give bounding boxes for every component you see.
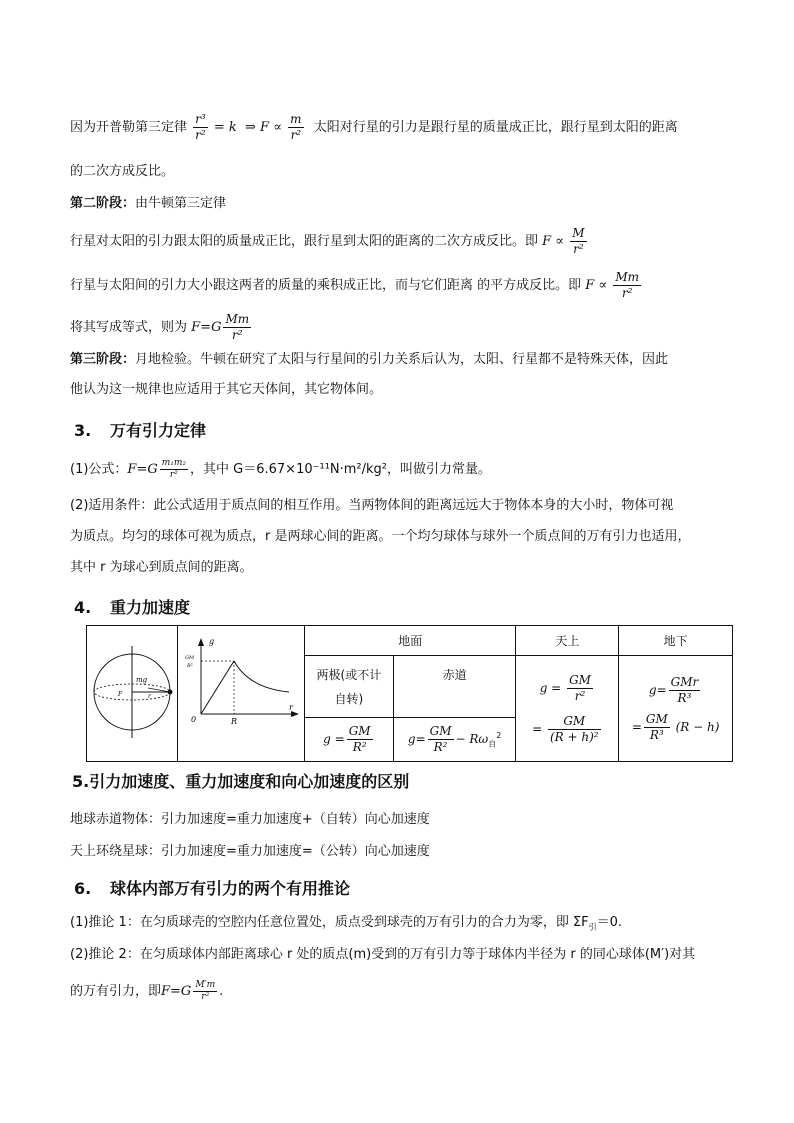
sky-fraction2: $\frac{GM}{\text{(R + h)²}}$: [549, 713, 599, 744]
kepler-eq: = k: [213, 120, 237, 135]
section3-item1-f: F=G: [127, 462, 158, 477]
section6-item1: [70, 913, 622, 938]
under-fraction: $\frac{\text{GMr}}{\text{R³}}$: [670, 674, 699, 705]
section4-title: 重力加速度: [110, 598, 191, 617]
force-fraction: $\frac{m}{\text{r²}}$: [290, 112, 302, 142]
r-label: r: [147, 693, 151, 700]
section6-item1-sub: 引: [588, 922, 597, 932]
stage2-fraction1: $\frac{M}{\text{r²}}$: [572, 226, 585, 256]
mg-label: mg: [135, 676, 148, 684]
section3-item1: [70, 458, 491, 481]
gravity-acceleration-table: [86, 625, 733, 762]
section5-line2: 天上环绕星球：引力加速度=重力加速度=（公转）向心加速度: [70, 844, 430, 859]
section3-num: 3.: [74, 421, 92, 440]
g-axis-label: g: [208, 637, 215, 646]
under-fraction2: $\frac{GM}{\text{R³}}$: [645, 711, 668, 742]
para1-line2: 的二次方成反比。: [70, 164, 175, 179]
inner-sphere-fraction: $\frac{M'm}{\text{r²}}$: [195, 980, 216, 1002]
header-ground: 地面: [304, 626, 515, 656]
equator-fraction: $\frac{GM}{\text{R²}}$: [429, 724, 452, 754]
pole-label: 两极(或不计: [316, 667, 382, 682]
pole-label2: 自转): [334, 691, 364, 706]
section4-num: 4.: [74, 598, 92, 617]
earth-diagram-cell: [87, 626, 178, 762]
gravitation-fraction: $\frac{\text{m₁m₂}}{\text{r²}}$: [161, 458, 187, 480]
section3-item1-rest: ，其中 G＝6.67×10⁻¹¹N·m²/kg²，叫做引力常量。: [190, 462, 492, 477]
section6-title: 球体内部万有引力的两个有用推论: [110, 879, 351, 898]
stage2-line3-text: 将其写成等式，则为: [70, 320, 188, 335]
eq-formula-lhs: g=: [407, 732, 426, 746]
section4-heading: [74, 595, 190, 618]
stage2-title: 第二阶段：: [70, 196, 136, 211]
kepler-fraction: $\frac{\text{r³}}{\text{r²}}$: [195, 112, 206, 142]
R-tick-label: R: [230, 717, 237, 726]
section3-item2-line2: 为质点。均匀的球体可视为质点，r 是两球心间的距离。一个均匀球体与球外一个质点间的万有引力也适用，: [70, 529, 691, 544]
stage2-heading: [70, 194, 226, 214]
stage2-line1-f: F ∝: [542, 234, 565, 249]
g-graph-cell: [177, 626, 304, 762]
stage3-line1: [70, 350, 668, 370]
equator-formula-cell: [393, 718, 516, 762]
pole-formula-lhs: g =: [323, 732, 345, 746]
sky-formula-row1: [516, 673, 618, 704]
para1-prefix: 因为开普勒第三定律: [70, 120, 188, 135]
section3-heading: [74, 418, 206, 441]
section6-item1-text: (1)推论 1：在匀质球壳的空腔内任意位置处，质点受到球壳的万有引力的合力为零，即 ΣF: [70, 915, 589, 930]
gm-label: GM: [184, 655, 195, 661]
section3-item2-line3: 其中 r 为球心到质点间的距离。: [70, 560, 253, 575]
stage2-line2: [70, 270, 643, 301]
stage2-line3: [70, 312, 253, 343]
stage3-line2: 他认为这一规律也应适用于其它天体间，其它物体间。: [70, 382, 383, 397]
pole-label-cell: [304, 656, 393, 718]
under-formula2-lhs: =: [631, 719, 642, 734]
earth-sphere-diagram: [88, 626, 176, 758]
stage2-fraction3: $\frac{Mm}{\text{r²}}$: [225, 312, 250, 342]
eq-rest: − Rω: [455, 732, 489, 746]
under-formula-row2: [619, 712, 732, 743]
sky-formula-lhs: g =: [539, 680, 562, 695]
origin-label: 0: [190, 715, 197, 724]
section6-item2-line1: (2)推论 2：在匀质球体内部距离球心 r 处的质点(m)受到的万有引力等于球体内半径为 r 的同心球体(M′)对其: [70, 947, 696, 962]
under-formula-row1: [619, 675, 732, 706]
f-label: F: [117, 691, 123, 698]
section6-item2-line2: [70, 980, 223, 1003]
para1-suffix: 太阳对行星的引力是跟行星的质量成正比，跟行星到太阳的距离: [313, 120, 678, 135]
g-vs-r-graph: [179, 626, 303, 758]
under-rest: (R − h): [675, 719, 720, 734]
stage2-line2-f: F ∝: [585, 278, 608, 293]
sky-fraction: $\frac{GM}{\text{r²}}$: [569, 672, 591, 703]
sky-formula-cell: [516, 656, 619, 762]
section6-heading: [74, 876, 350, 899]
equator-label-cell: 赤道: [393, 656, 516, 718]
header-under: 地下: [619, 626, 733, 656]
pole-formula-cell: [304, 718, 393, 762]
section6-item2-f: F=G: [161, 984, 192, 999]
section5-heading: 5.引力加速度、重力加速度和向心加速度的区别: [72, 772, 410, 791]
stage2-line3-f: F=G: [191, 320, 222, 335]
section6-num: 6.: [74, 879, 92, 898]
section6-item2-text: 的万有引力，即: [70, 984, 162, 999]
r2-label: R²: [186, 663, 193, 669]
r-axis-label: r: [288, 703, 293, 712]
section6-item2-end: .: [219, 984, 224, 999]
stage2-line2-text: 行星与太阳间的引力大小跟这两者的质量的乘积成正比，而与它们距离 的平方成反比。即: [70, 278, 582, 293]
section3-title: 万有引力定律: [110, 421, 207, 440]
pole-fraction: $\frac{GM}{\text{R²}}$: [348, 724, 371, 754]
header-sky: 天上: [516, 626, 619, 656]
under-formula-lhs: g=: [648, 682, 667, 697]
implies: ⇒ F ∝: [245, 120, 282, 135]
section6-item1-end: ＝0.: [596, 915, 623, 930]
para1-line1: [70, 112, 678, 143]
sky-formula-row2: [516, 714, 618, 745]
stage2-title-rest: 由牛顿第三定律: [135, 196, 227, 211]
section3-item2-line1: (2)适用条件：此公式适用于质点间的相互作用。当两物体间的距离远远大于物体本身的大小时，物体可视: [70, 498, 674, 513]
eq-sub: 自: [488, 739, 497, 749]
section5-line1: 地球赤道物体：引力加速度=重力加速度+（自转）向心加速度: [70, 812, 430, 827]
sky-formula2-lhs: =: [532, 721, 543, 736]
stage3-line1-text: 月地检验。牛顿在研究了太阳与行星间的引力关系后认为，太阳、行星都不是特殊天体，因此: [135, 352, 669, 367]
stage3-title: 第三阶段：: [70, 352, 136, 367]
eq-sup: 2: [496, 731, 502, 740]
stage2-line1: [70, 226, 589, 257]
stage2-fraction2: $\frac{Mm}{\text{r²}}$: [615, 270, 640, 300]
under-formula-cell: [619, 656, 733, 762]
stage2-line1-text: 行星对太阳的引力跟太阳的质量成正比，跟行星到太阳的距离的二次方成反比。即: [70, 234, 539, 249]
section3-item1-prefix: (1)公式：: [70, 462, 128, 477]
